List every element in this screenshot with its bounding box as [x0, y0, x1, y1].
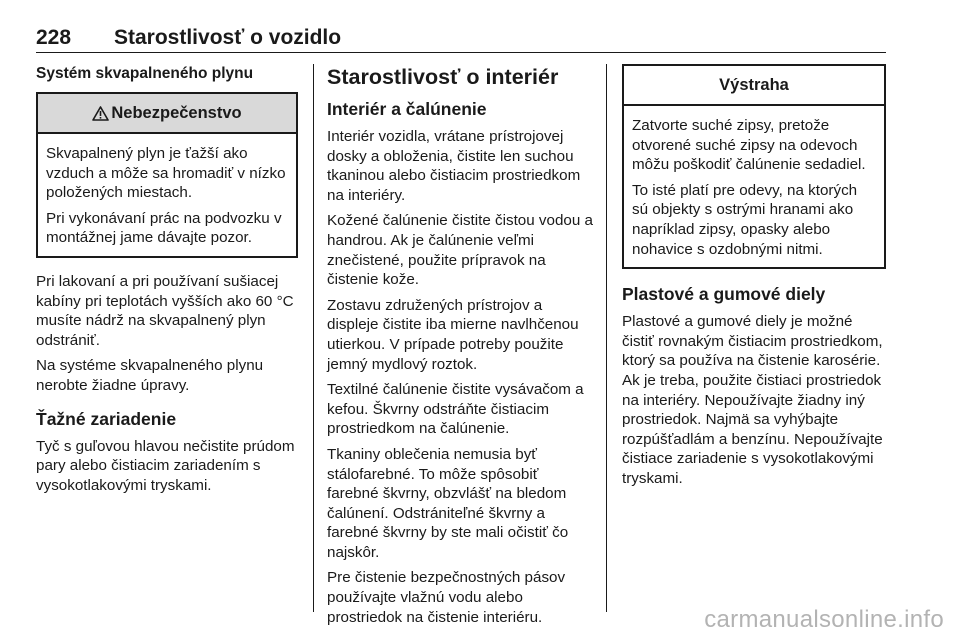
header-divider	[36, 52, 886, 53]
danger-paragraph: Pri vykonávaní prác na podvozku v montážnej jame dávajte pozor.	[46, 209, 282, 247]
interior-care-heading: Starostlivosť o interiér	[327, 65, 559, 89]
warning-box-header	[624, 66, 884, 106]
interior-paragraph: Interiér vozidla, vrátane prístrojovej dosky a obloženia, čistite len suchou tkaninou alebo čistiacim prostriedkom na interiéry.	[327, 128, 581, 204]
column-3	[622, 64, 886, 495]
page-number: 228	[36, 26, 72, 49]
plastic-rubber-paragraph: Plastové a gumové diely je možné čistiť rovnakým čistiacim prostriedkom, ktorý sa používa na čistenie karosérie. Ak je treba, použite čistiaci prostriedok na interiéry. Nepoužívajte žiadny iný prostriedok. Najmä sa vyhýbajte rozpúšťadlám a benzínu. Nepoužívajte čistiace zariadenie s vysokotlakovými tryskami.	[622, 313, 883, 487]
danger-box-header	[38, 94, 296, 134]
interior-upholstery-subheading: Interiér a čalúnenie	[327, 99, 487, 119]
column-divider-2	[606, 64, 607, 612]
column-1	[36, 64, 298, 501]
interior-paragraph: Pre čistenie bezpečnostných pásov používajte vlažnú vodu alebo prostriedok na čistenie interiéru.	[327, 569, 566, 626]
interior-paragraph: Zostavu združených prístrojov a displeje čistite iba mierne navlhčenou utierkou. V prípade potreby použite jemný mydlový roztok.	[327, 296, 579, 373]
interior-paragraph: Textilné čalúnenie čistite vysávačom a kefou. Škvrny odstráňte čistiacim prostriedkom na čalúnenie.	[327, 381, 584, 438]
towbar-paragraph: Tyč s guľovou hlavou nečistite prúdom pary alebo čistiacim zariadením s vysokotlakovými tryskami.	[36, 437, 295, 494]
interior-paragraph: Kožené čalúnenie čistite čistou vodou a handrou. Ak je čalúnenie veľmi znečistené, použite prípravok na čistenie kože.	[327, 212, 593, 289]
danger-box-body	[38, 134, 296, 256]
warning-box-title: Výstraha	[719, 75, 789, 94]
lpg-paragraph: Na systéme skvapalneného plynu nerobte žiadne úpravy.	[36, 357, 264, 394]
warning-paragraph: To isté platí pre odevy, na ktorých sú objekty s ostrými hranami ako napríklad zipsy, opasky alebo nohavice s ozdobnými nitmi.	[632, 181, 858, 258]
column-divider-1	[313, 64, 314, 612]
plastic-rubber-heading: Plastové a gumové diely	[622, 284, 826, 305]
chapter-title: Starostlivosť o vozidlo	[114, 26, 342, 49]
towbar-heading: Ťažné zariadenie	[36, 408, 177, 429]
warning-box-body	[624, 106, 884, 267]
danger-paragraph: Skvapalnený plyn je ťažší ako vzduch a môže sa hromadiť v nízko položených miestach.	[46, 145, 286, 202]
watermark: carmanualsonline.info	[704, 606, 944, 633]
warning-triangle-icon	[92, 106, 109, 121]
lpg-paragraph: Pri lakovaní a pri používaní sušiacej kabíny pri teplotách vyšších ako 60 °C musíte nádrž na skvapalnený plyn odstrániť.	[36, 272, 294, 349]
danger-box-title: Nebezpečenstvo	[111, 103, 242, 122]
page-header	[36, 26, 886, 52]
lpg-section-title: Systém skvapalneného plynu	[36, 65, 254, 82]
column-2	[327, 64, 593, 633]
interior-paragraph: Tkaniny oblečenia nemusia byť stálofarebné. To môže spôsobiť farebné škvrny, obzvlášť na bledom čalúnení. Odstrániteľné škvrny a farebné škvrny by ste mali očistiť čo najskôr.	[327, 445, 569, 561]
danger-box	[36, 92, 298, 258]
warning-paragraph: Zatvorte suché zipsy, pretože otvorené suché zipsy na odevoch môžu poškodiť čalúnenie sedadiel.	[632, 117, 866, 174]
warning-box	[622, 64, 886, 269]
